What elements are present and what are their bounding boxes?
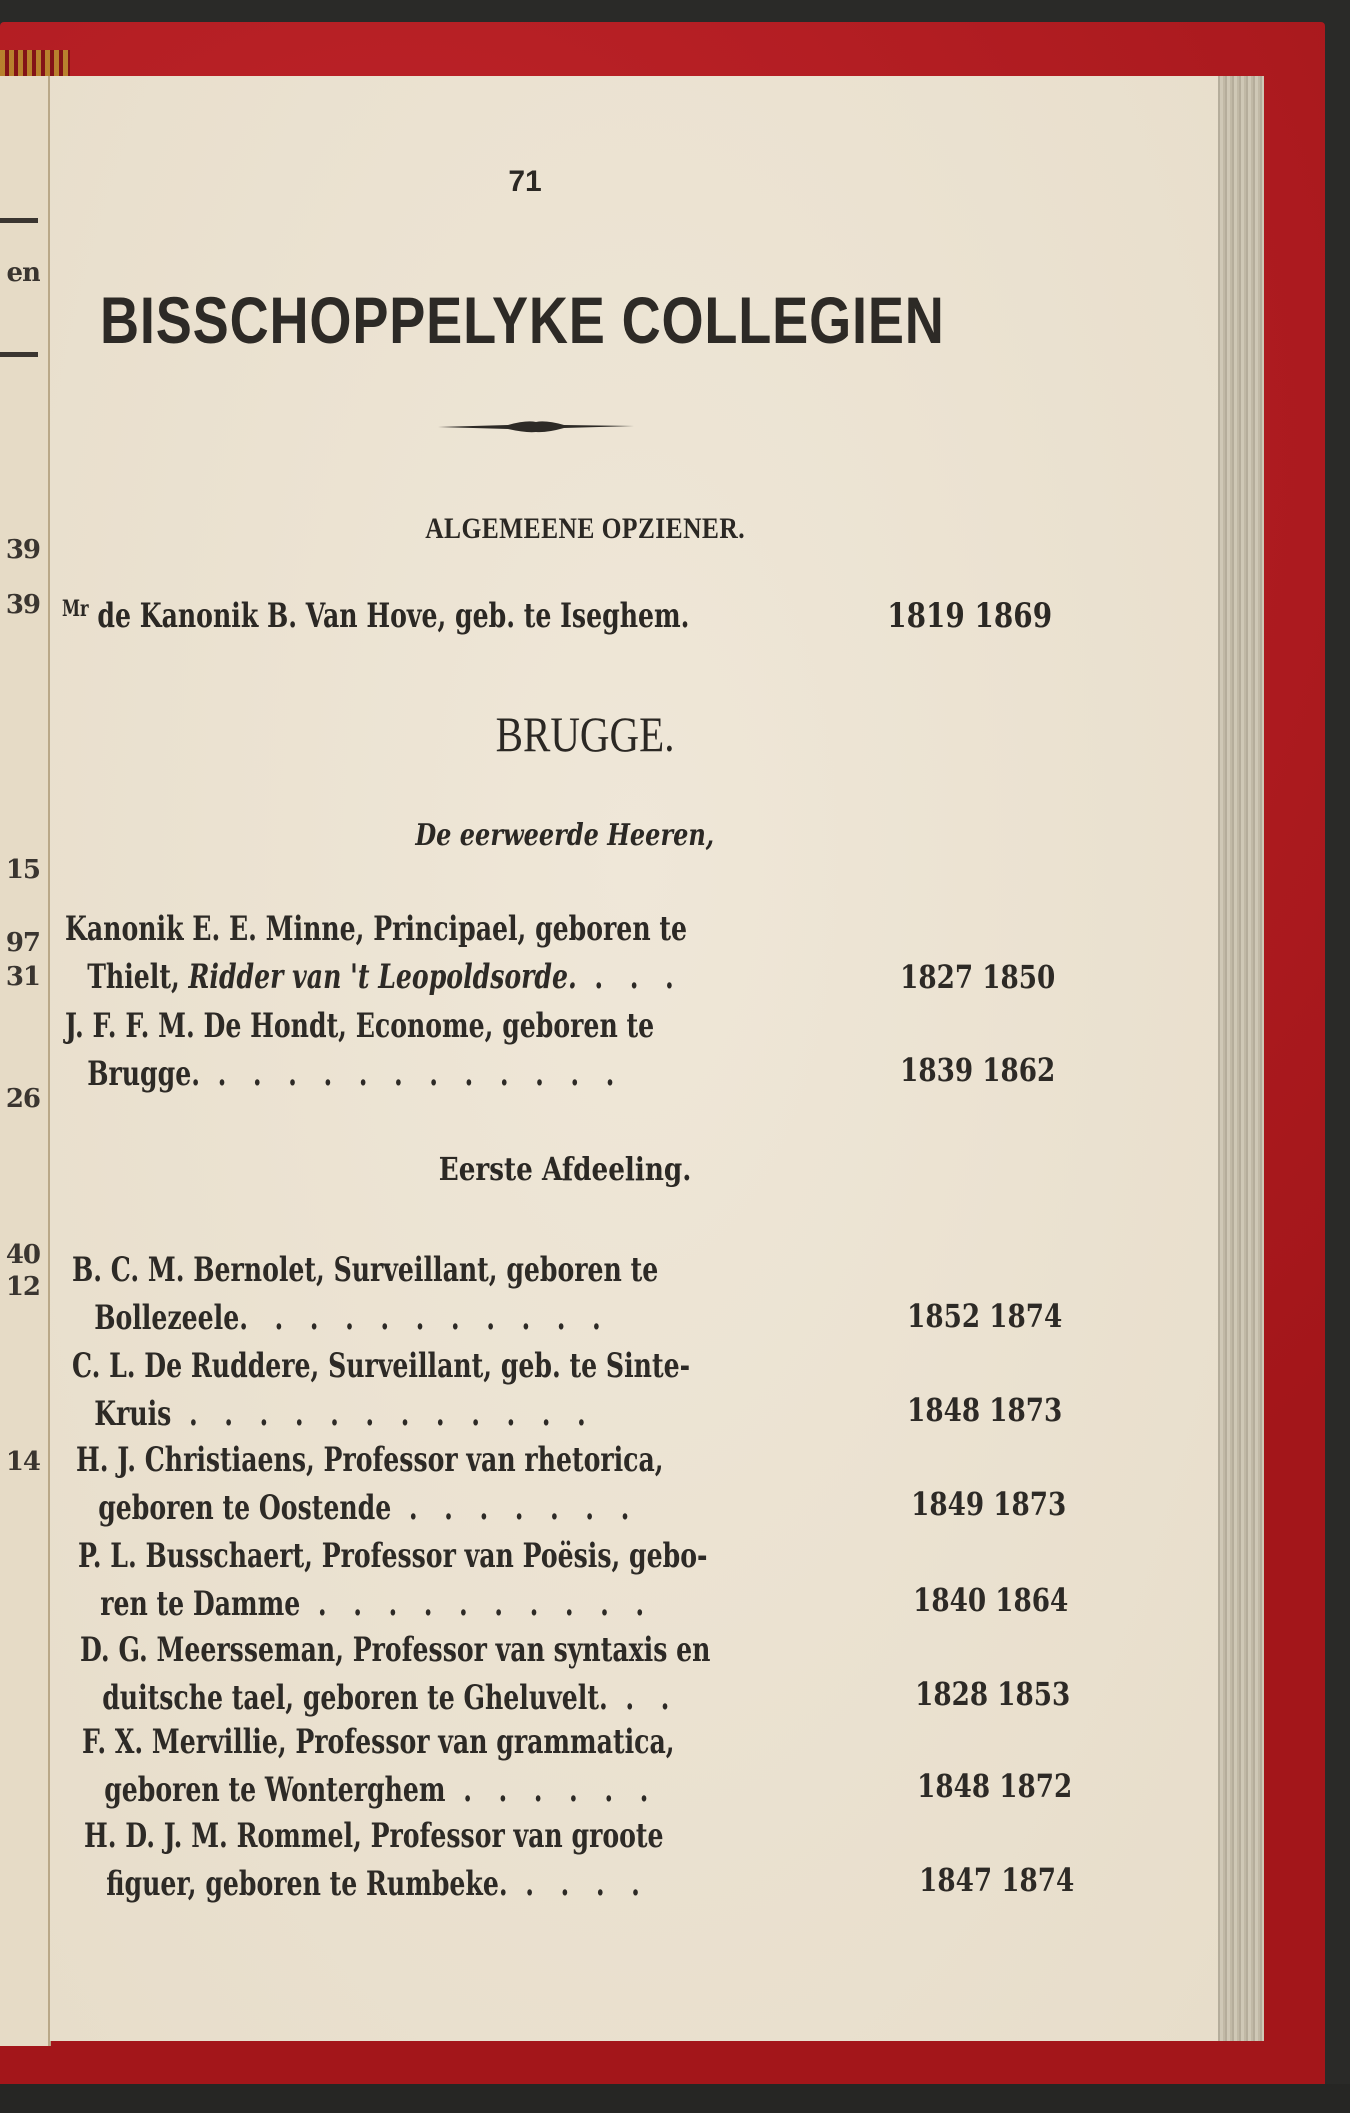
entry-line-2 — [72, 1390, 805, 1438]
member-entry — [80, 1626, 1070, 1722]
entry-honour: Ridder van 't Leopoldsorde. — [188, 957, 577, 997]
entry-text: duitsche tael, geboren te Gheluvelt. — [102, 1678, 608, 1718]
entry-line-1: P. L. Busschaert, Professor van Poësis, gebo- — [78, 1536, 708, 1576]
entry-line-1: D. G. Meersseman, Professor van syntaxis en — [80, 1630, 711, 1670]
page-block-edge — [1218, 76, 1264, 2041]
previous-page-fragment: 97 — [5, 928, 40, 958]
previous-page-fragment: 40 — [5, 1240, 40, 1270]
entry-years: 1848 1872 — [916, 1767, 1072, 1805]
entry-years: 1847 1874 — [918, 1861, 1074, 1899]
salutation: De eerweerde Heeren, — [415, 818, 715, 853]
entry-text: geboren te Oostende — [98, 1488, 392, 1528]
previous-page-fragment: 31 — [5, 962, 40, 992]
leader-dots: . . . . — [507, 1864, 649, 1904]
member-entry — [84, 1812, 1074, 1908]
entry-line-2 — [84, 1860, 817, 1908]
background — [0, 2084, 1350, 2113]
entry-line-1: B. C. M. Bernolet, Surveillant, geboren te — [72, 1250, 659, 1290]
member-entry — [82, 1718, 1072, 1814]
staff-entry — [65, 905, 1055, 1001]
entry-text: geboren te Wonterghem — [104, 1770, 446, 1810]
entry-text: Thielt, — [87, 957, 189, 997]
leader-dots: . . . — [576, 957, 683, 997]
section-heading: ALGEMEENE OPZIENER. — [425, 512, 745, 545]
previous-page-fragment: 26 — [5, 1084, 40, 1114]
member-entry — [72, 1342, 1062, 1438]
previous-page-rule — [0, 218, 38, 223]
entry-line-1: F. X. Mervillie, Professor van grammatica, — [82, 1722, 675, 1762]
leader-dots: . . — [607, 1678, 679, 1718]
opziener-entry — [62, 596, 1052, 636]
entry-text: Kruis — [94, 1394, 172, 1434]
previous-page-fragment: 15 — [5, 855, 40, 885]
entry-line-2 — [78, 1580, 811, 1628]
previous-page-fragment: 39 — [5, 535, 40, 565]
entry-years: 1849 1873 — [910, 1485, 1066, 1523]
previous-page-fragment: 12 — [5, 1272, 40, 1302]
entry-line-1: H. J. Christiaens, Professor van rhetorica, — [76, 1440, 664, 1480]
entry-years: 1852 1874 — [906, 1297, 1062, 1335]
subsection-wrap — [40, 1150, 1090, 1188]
previous-page-fragment: en — [6, 258, 40, 288]
entry-line-1: Kanonik E. E. Minne, Principael, geboren te — [65, 909, 688, 949]
entry-line-2 — [65, 1050, 798, 1098]
city-heading-wrap — [60, 705, 1110, 763]
entry-text: Brugge. — [87, 1054, 200, 1094]
previous-page-edge — [0, 76, 51, 2046]
leader-dots: . . . . . . . . . . . — [239, 1298, 610, 1338]
title-prefix: Mr — [62, 596, 89, 622]
page-number: 71 — [508, 165, 542, 198]
entry-line-2 — [82, 1766, 815, 1814]
entry-years: 1840 1864 — [912, 1581, 1068, 1619]
entry-line-1: J. F. F. M. De Hondt, Econome, geboren te — [65, 1006, 655, 1046]
previous-page-rule — [0, 352, 38, 357]
opziener-text: de Kanonik B. Van Hove, geb. te Iseghem. — [88, 596, 690, 636]
entry-text: ren te Damme — [100, 1584, 301, 1624]
member-entry — [76, 1436, 1066, 1532]
entry-line-1: C. L. De Ruddere, Surveillant, geb. te Sinte- — [72, 1346, 691, 1386]
entry-line-2 — [72, 1294, 805, 1342]
leader-dots: . . . . . . . . . . . . — [171, 1394, 595, 1434]
ornament-divider — [438, 420, 634, 434]
entry-text: Bollezeele — [94, 1298, 240, 1338]
member-entry — [72, 1246, 1062, 1342]
entry-line-2 — [80, 1674, 813, 1722]
leader-dots: . . . . . . . . . . — [300, 1584, 654, 1624]
salutation-wrap — [40, 818, 1090, 853]
entry-line-1: H. D. J. M. Rommel, Professor van groote — [84, 1816, 664, 1856]
staff-entry — [65, 1002, 1055, 1098]
entry-text: figuer, geboren te Rumbeke. — [106, 1864, 508, 1904]
entry-line-2 — [65, 953, 798, 1001]
section-heading-wrap — [60, 512, 1110, 546]
entry-years: 1828 1853 — [914, 1675, 1070, 1713]
leader-dots: . . . . . . . . . . . . — [199, 1054, 624, 1094]
leader-dots: . . . . . . . — [391, 1488, 639, 1528]
entry-years: 1819 1869 — [887, 596, 1052, 636]
entry-line-2 — [76, 1484, 809, 1532]
entry-years: 1848 1873 — [906, 1391, 1062, 1429]
entry-years: 1827 1850 — [899, 958, 1055, 996]
entry-years: 1839 1862 — [899, 1051, 1055, 1089]
leader-dots: . . . . . . — [445, 1770, 658, 1810]
member-entry — [78, 1532, 1068, 1628]
page-title: BISSCHOPPELYKE COLLEGIEN — [100, 283, 945, 357]
previous-page-fragment: 14 — [5, 1447, 40, 1477]
previous-page-fragment: 39 — [5, 590, 40, 620]
city-heading: BRUGGE. — [495, 706, 675, 762]
subsection-heading: Eerste Afdeeling. — [438, 1150, 692, 1188]
